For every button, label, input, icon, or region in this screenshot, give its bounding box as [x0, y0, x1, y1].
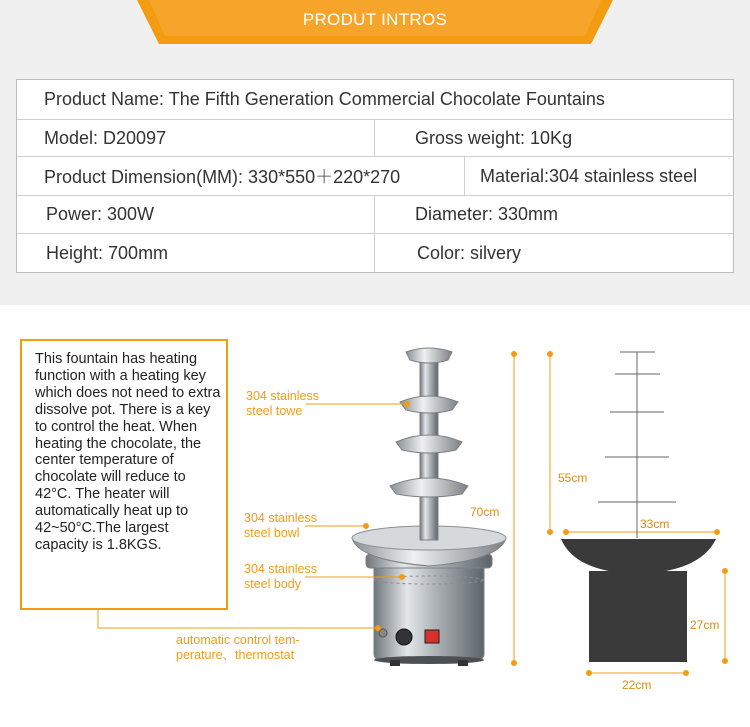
- callout-tower-line2: steel towe: [246, 404, 303, 418]
- dimension-base-height: 27cm: [690, 618, 720, 632]
- spec-model: Model: D20097: [44, 127, 167, 148]
- callout-bowl-line1: 304 stainless: [244, 511, 317, 525]
- callout-control: [176, 633, 300, 663]
- callout-bowl-line2: steel bowl: [244, 526, 300, 540]
- callout-tower: [246, 389, 319, 419]
- spec-power: Power: 300W: [46, 204, 155, 224]
- callout-body-line2: steel body: [244, 577, 301, 591]
- description-box: [20, 339, 228, 610]
- dimension-base-width: 22cm: [622, 678, 652, 692]
- callout-tower-line1: 304 stainless: [246, 389, 319, 403]
- spec-height: Height: 700mm: [46, 242, 169, 263]
- dimension-bowl-width: 33cm: [640, 517, 670, 531]
- description-text: This fountain has heating function with a heating key which does not need to extra dissolve pot. There is a key to control the heat. When heating the chocolate, the center temperature of chocolate will reduce to 42°C. The heater will automatically heat up to 42~50°C.The largest capacity is 1.8KGS.: [35, 351, 221, 553]
- callout-control-line2: perature、thermostat: [176, 648, 295, 662]
- callout-body-line1: 304 stainless: [244, 562, 317, 576]
- dimension-schematic: [561, 352, 716, 662]
- spec-diameter: Diameter: 330mm: [415, 204, 559, 224]
- spec-dimension: Product Dimension(MM): 330*550＋220*270: [44, 167, 401, 187]
- dimension-total-height: 70cm: [470, 505, 500, 519]
- callout-bowl: [244, 511, 317, 541]
- spec-color: Color: silvery: [417, 242, 522, 263]
- spec-product-name: Product Name: The Fifth Generation Commercial Chocolate Fountains: [44, 89, 605, 109]
- section-title: PRODUT INTROS: [302, 10, 448, 29]
- spec-material: Material:304 stainless steel: [480, 165, 698, 186]
- spec-gross-weight: Gross weight: 10Kg: [415, 127, 573, 148]
- callout-body: [244, 562, 317, 592]
- callout-control-line1: automatic control tem-: [176, 633, 300, 647]
- dimension-tower-height: 55cm: [558, 471, 588, 485]
